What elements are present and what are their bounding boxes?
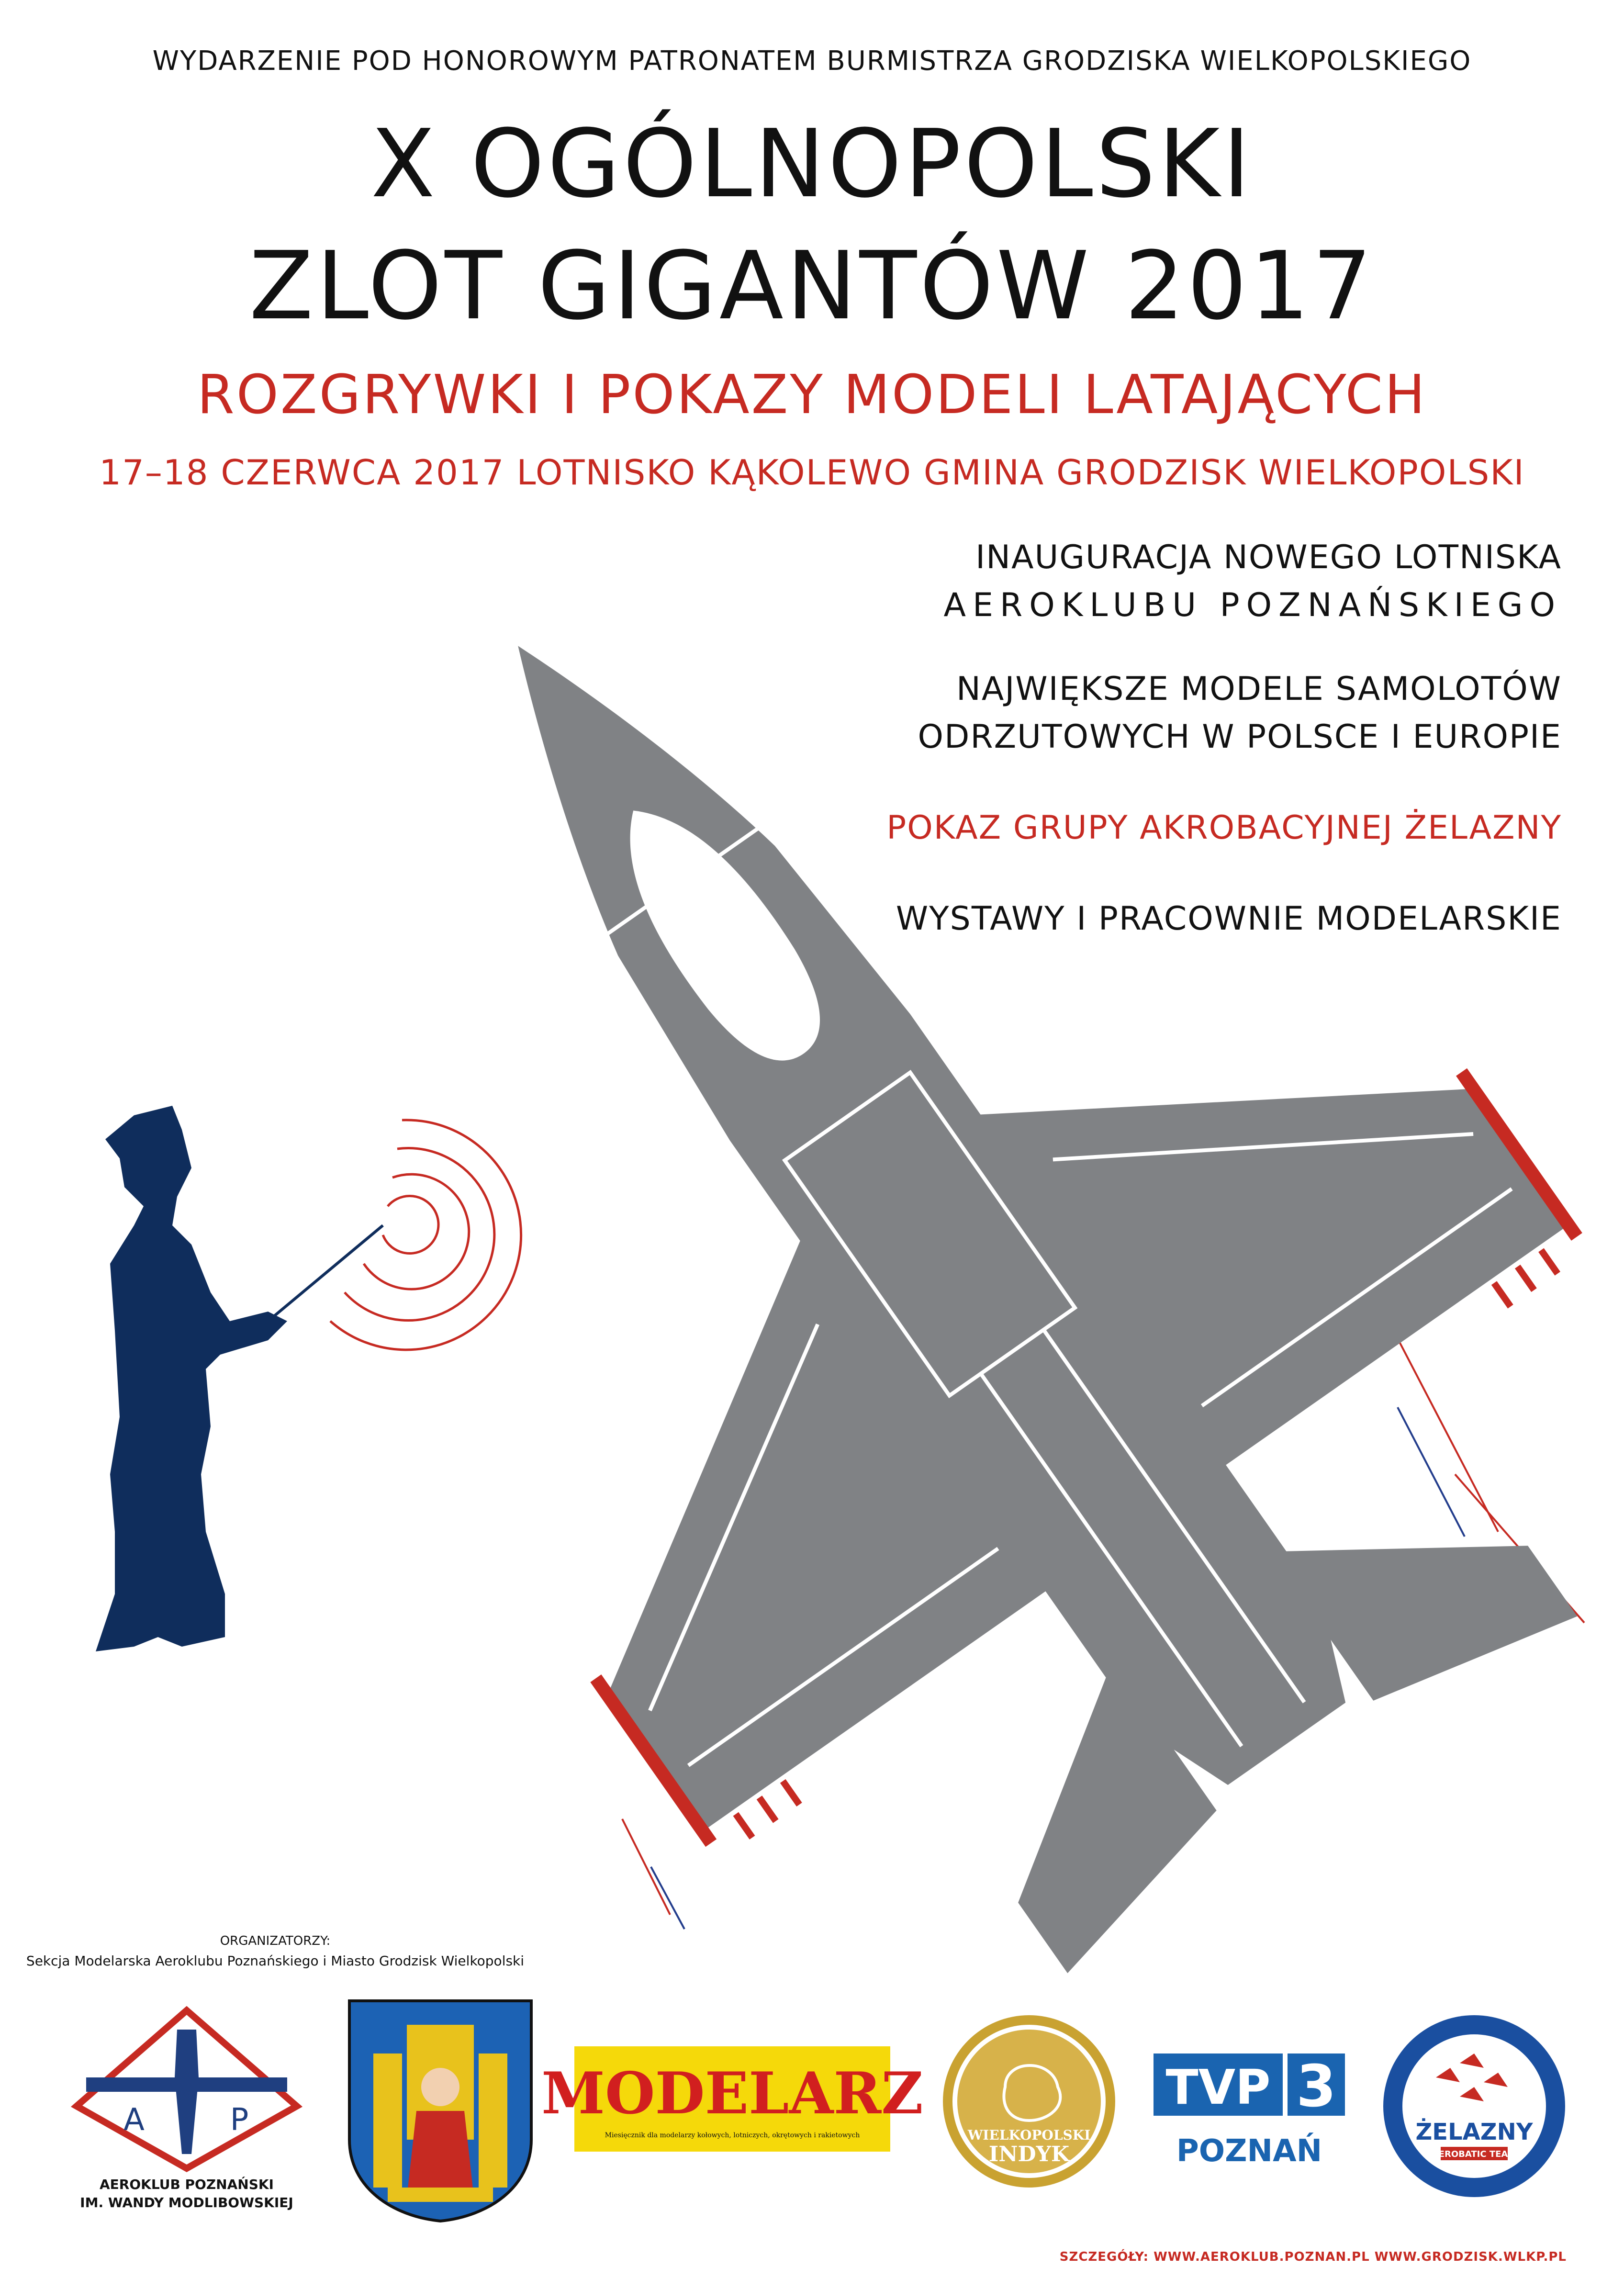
title-line-2: ZLOT GIGANTÓW 2017	[249, 232, 1375, 341]
ap-letter-a: A	[123, 2102, 145, 2138]
feature-line: ODRZUTOWYCH W POLSCE I EUROPIE	[918, 718, 1562, 756]
modelarz-subtitle: Miesięcznik dla modelarzy kołowych, lotniczych, okrętowych i rakietowych	[605, 2132, 860, 2139]
patronage-line: WYDARZENIE POD HONOROWYM PATRONATEM BURMISTRZA GRODZISKA WIELKOPOLSKIEGO	[152, 45, 1472, 77]
feature-inauguration	[748, 534, 1562, 629]
tvp-number: 3	[1296, 2053, 1336, 2120]
feature-aerobatic-show	[748, 804, 1562, 852]
modelarz-logo	[541, 2046, 923, 2152]
tvp-text: TVP	[1165, 2059, 1271, 2115]
ap-caption	[67, 2176, 306, 2212]
ap-caption-line: AEROKLUB POZNAŃSKI	[100, 2177, 274, 2192]
event-dates: 17–18 CZERWCA 2017 LOTNISKO KĄKOLEWO GMINA GRODZISK WIELKOPOLSKI	[99, 452, 1525, 493]
zelazny-team-logo	[1378, 2010, 1570, 2202]
details-urls: SZCZEGÓŁY: WWW.AEROKLUB.POZNAN.PL WWW.GRODZISK.WLKP.PL	[1059, 2250, 1567, 2264]
title-line-1: X OGÓLNOPOLSKI	[370, 110, 1254, 219]
indyk-line-1: WIELKOPOLSKI	[967, 2127, 1091, 2143]
pilot-silhouette	[96, 1106, 383, 1651]
organizers-text: Sekcja Modelarska Aeroklubu Poznańskiego i Miasto Grodzisk Wielkopolski	[26, 1953, 525, 1969]
feature-jet-models	[748, 665, 1562, 761]
feature-line: INAUGURACJA NOWEGO LOTNISKA	[975, 539, 1562, 576]
wielkopolski-indyk-logo	[933, 2010, 1125, 2192]
tvp3-poznan-logo	[1154, 2053, 1345, 2173]
feature-line: AEROKLUBU POZNAŃSKIEGO	[943, 586, 1562, 624]
modelarz-title: MODELARZ	[541, 2060, 923, 2127]
ap-letter-p: P	[230, 2102, 249, 2138]
feature-line: NAJWIĘKSZE MODELE SAMOLOTÓW	[956, 670, 1562, 708]
radio-waves-icon	[330, 1120, 521, 1350]
indyk-line-2: INDYK	[988, 2142, 1070, 2166]
feature-line: WYSTAWY I PRACOWNIE MODELARSKIE	[896, 900, 1562, 938]
subtitle: ROZGRYWKI I POKAZY MODELI LATAJĄCYCH	[197, 364, 1427, 426]
zelazny-name: ŻELAZNY	[1415, 2119, 1533, 2145]
tvp-city: POZNAŃ	[1176, 2133, 1322, 2169]
feature-line: POKAZ GRUPY AKROBACYJNEJ ŻELAZNY	[886, 809, 1562, 847]
aeroklub-poznanski-logo	[67, 2001, 306, 2173]
organizers-label: ORGANIZATORZY:	[220, 1934, 331, 1948]
zelazny-subtitle: AEROBATIC TEAM	[1432, 2149, 1517, 2159]
grodzisk-coat-of-arms	[345, 1996, 536, 2226]
feature-exhibitions	[748, 895, 1562, 943]
ap-caption-line: IM. WANDY MODLIBOWSKIEJ	[80, 2195, 293, 2210]
